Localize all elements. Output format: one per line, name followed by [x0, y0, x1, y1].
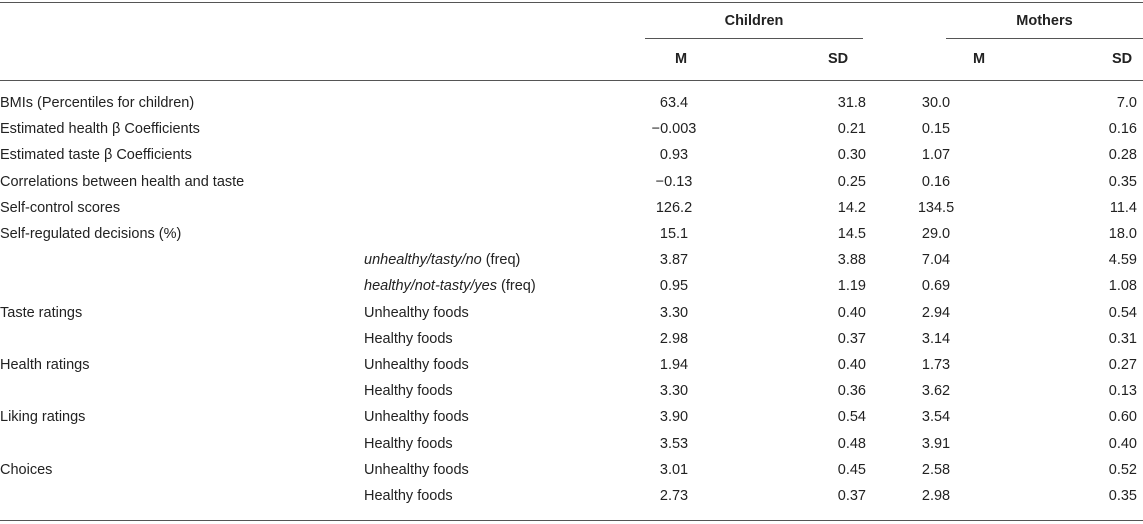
table-row — [0, 404, 1143, 430]
sublabel-text: Healthy foods — [364, 487, 453, 504]
table-row — [0, 116, 1143, 142]
table-row — [0, 195, 1143, 221]
table-row — [0, 326, 1143, 352]
children-mean-cell: 2.98 — [659, 330, 689, 347]
mothers-sd-cell: 0.40 — [1108, 435, 1137, 452]
mothers-mean-cell: 3.54 — [921, 409, 951, 426]
mothers-sd-cell: 18.0 — [1108, 226, 1137, 243]
header-rule — [0, 80, 1143, 81]
mothers-mean-header: M — [973, 51, 986, 67]
mothers-mean-cell: 7.04 — [921, 252, 951, 269]
row-sublabel — [364, 483, 619, 509]
sublabel-text: Unhealthy foods — [364, 461, 469, 478]
children-mean-cell: 0.95 — [659, 278, 689, 295]
table-row — [0, 378, 1143, 404]
mothers-mean-cell: 0.16 — [921, 173, 951, 190]
mothers-mean-cell: 2.94 — [921, 304, 951, 321]
children-mean-header: M — [675, 51, 688, 67]
table-row — [0, 300, 1143, 326]
children-mean-cell: −0.003 — [651, 121, 697, 138]
children-mean-cell: −0.13 — [655, 173, 693, 190]
sublabel-text: (freq) — [497, 278, 536, 295]
mothers-sd-cell: 11.4 — [1109, 199, 1137, 216]
mothers-sd-cell: 4.59 — [1108, 252, 1137, 269]
sublabel-text: Healthy foods — [364, 383, 453, 400]
children-sd-cell: 0.36 — [837, 383, 866, 400]
mothers-mean-cell: 1.73 — [921, 356, 951, 373]
mothers-sd-cell: 1.08 — [1108, 278, 1137, 295]
children-sd-cell: 0.21 — [837, 121, 866, 138]
mothers-sd-cell: 0.52 — [1108, 461, 1137, 478]
children-mean-cell: 3.53 — [659, 435, 689, 452]
row-label — [0, 326, 364, 352]
sublabel-text: Healthy foods — [364, 435, 453, 452]
mothers-group-header: Mothers — [1016, 13, 1073, 29]
mothers-sd-cell: 0.35 — [1108, 173, 1137, 190]
table-row — [0, 247, 1143, 273]
children-sd-cell: 0.48 — [837, 435, 866, 452]
children-sd-cell: 0.45 — [837, 461, 866, 478]
children-sd-cell: 14.5 — [837, 226, 866, 243]
row-sublabel — [364, 457, 619, 483]
row-sublabel — [364, 221, 619, 247]
row-sublabel — [364, 273, 619, 299]
sublabel-italic: healthy/not-tasty/yes — [364, 278, 497, 295]
table-row — [0, 221, 1143, 247]
row-sublabel — [364, 195, 619, 221]
row-sublabel — [364, 404, 619, 430]
row-label: Taste ratings — [0, 304, 83, 321]
children-sd-cell: 3.88 — [837, 252, 866, 269]
children-sd-cell: 1.19 — [837, 278, 866, 295]
row-label: Choices — [0, 461, 53, 478]
table-body — [0, 90, 1143, 509]
mothers-mean-cell: 134.5 — [917, 199, 955, 216]
children-mean-cell: 126.2 — [655, 199, 693, 216]
table-row — [0, 169, 1143, 195]
row-sublabel — [364, 169, 619, 195]
row-label — [0, 247, 364, 273]
children-mean-cell: 63.4 — [659, 95, 689, 112]
children-mean-cell: 3.01 — [659, 461, 689, 478]
row-label: Health ratings — [0, 356, 90, 373]
row-label: Estimated taste β Coefficients — [0, 147, 192, 164]
row-label — [0, 273, 364, 299]
mothers-sd-cell: 0.16 — [1108, 121, 1137, 138]
row-label: Correlations between health and taste — [0, 173, 245, 190]
mothers-mean-cell: 2.58 — [921, 461, 951, 478]
children-sd-cell: 0.37 — [837, 487, 866, 504]
sublabel-italic: unhealthy/tasty/no — [364, 252, 482, 269]
mothers-sd-cell: 0.28 — [1108, 147, 1137, 164]
row-sublabel — [364, 142, 619, 168]
mothers-group-rule — [946, 38, 1143, 39]
top-rule — [0, 2, 1143, 3]
children-mean-cell: 1.94 — [659, 356, 689, 373]
mothers-sd-header: SD — [1112, 51, 1133, 67]
sublabel-text: (freq) — [481, 252, 521, 269]
children-mean-cell: 15.1 — [659, 226, 689, 243]
row-label: BMIs (Percentiles for children) — [0, 95, 195, 112]
sublabel-text: Unhealthy foods — [364, 409, 469, 426]
mothers-sd-cell: 0.13 — [1108, 383, 1137, 400]
row-label: Liking ratings — [0, 409, 86, 426]
children-mean-cell: 3.90 — [659, 409, 689, 426]
row-label: Self-regulated decisions (%) — [0, 226, 182, 243]
row-sublabel — [364, 326, 619, 352]
row-sublabel — [364, 247, 619, 273]
mothers-mean-cell: 3.62 — [921, 383, 951, 400]
table-row — [0, 430, 1143, 456]
row-label — [0, 430, 364, 456]
table-row — [0, 142, 1143, 168]
children-mean-cell: 2.73 — [659, 487, 689, 504]
mothers-mean-cell: 0.15 — [921, 121, 951, 138]
mothers-mean-cell: 2.98 — [921, 487, 951, 504]
mothers-mean-cell: 0.69 — [921, 278, 951, 295]
sublabel-text: Healthy foods — [364, 330, 453, 347]
children-mean-cell: 0.93 — [659, 147, 689, 164]
bottom-rule — [0, 520, 1143, 521]
children-group-rule — [645, 38, 863, 39]
children-mean-cell: 3.87 — [659, 252, 689, 269]
mothers-mean-cell: 3.91 — [921, 435, 951, 452]
row-sublabel — [364, 90, 619, 116]
children-sd-header: SD — [828, 51, 849, 67]
mothers-mean-cell: 1.07 — [921, 147, 951, 164]
children-sd-cell: 31.8 — [837, 95, 866, 112]
mothers-mean-cell: 29.0 — [921, 226, 951, 243]
table-row — [0, 273, 1143, 299]
children-sd-cell: 0.40 — [837, 304, 866, 321]
row-label — [0, 378, 364, 404]
row-label: Estimated health β Coefficients — [0, 121, 200, 138]
table-row — [0, 352, 1143, 378]
row-sublabel — [364, 352, 619, 378]
children-sd-cell: 0.25 — [837, 173, 866, 190]
mothers-sd-cell: 0.60 — [1108, 409, 1137, 426]
children-sd-cell: 0.37 — [837, 330, 866, 347]
children-sd-cell: 0.40 — [837, 356, 866, 373]
mothers-sd-cell: 0.54 — [1108, 304, 1137, 321]
table-row — [0, 90, 1143, 116]
children-mean-cell: 3.30 — [659, 304, 689, 321]
children-sd-cell: 14.2 — [837, 199, 866, 216]
row-sublabel — [364, 116, 619, 142]
row-sublabel — [364, 300, 619, 326]
children-sd-cell: 0.30 — [837, 147, 866, 164]
mothers-mean-cell: 30.0 — [921, 95, 951, 112]
row-label: Self-control scores — [0, 199, 121, 216]
children-group-header: Children — [724, 13, 784, 29]
table-row — [0, 457, 1143, 483]
mothers-sd-cell: 7.0 — [1116, 95, 1137, 112]
children-mean-cell: 3.30 — [659, 383, 689, 400]
mothers-sd-cell: 0.31 — [1108, 330, 1137, 347]
sublabel-text: Unhealthy foods — [364, 304, 469, 321]
row-label — [0, 483, 364, 509]
sublabel-text: Unhealthy foods — [364, 356, 469, 373]
row-sublabel — [364, 430, 619, 456]
mothers-sd-cell: 0.27 — [1108, 356, 1137, 373]
row-sublabel — [364, 378, 619, 404]
table-row — [0, 483, 1143, 509]
mothers-sd-cell: 0.35 — [1108, 487, 1137, 504]
children-sd-cell: 0.54 — [837, 409, 866, 426]
mothers-mean-cell: 3.14 — [921, 330, 951, 347]
